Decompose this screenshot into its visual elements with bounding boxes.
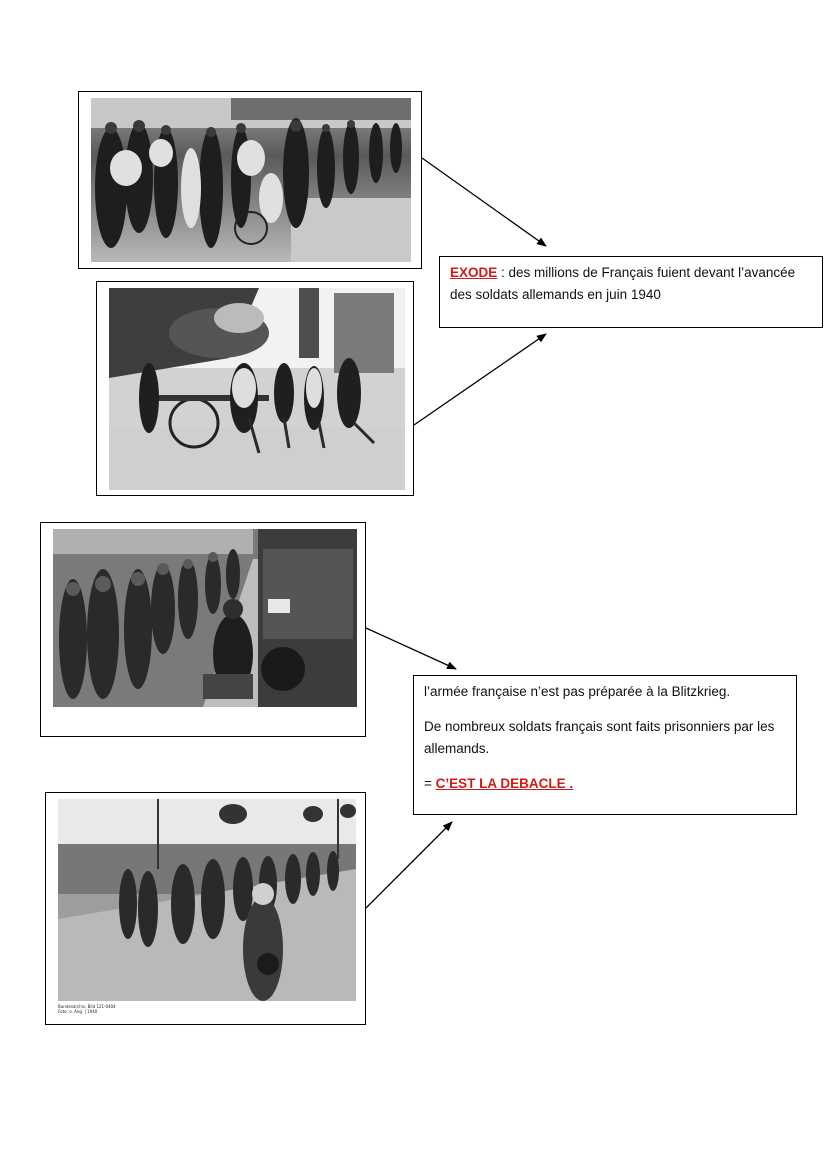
debacle-keyword: C’EST LA DEBACLE .: [435, 776, 574, 791]
debacle-conclusion: [424, 773, 786, 795]
photo-prisoners-truck: [53, 529, 357, 707]
photo-frame-prisoners-truck: [40, 522, 366, 737]
photo-credit-line-2: Foto: o. Ang. | 1940: [58, 1009, 98, 1014]
photo-prisoners-column: [58, 799, 356, 1001]
exode-keyword: EXODE: [450, 265, 498, 280]
debacle-equals-sign: =: [424, 776, 436, 791]
arrow-photo1-to-exode: [422, 158, 546, 246]
exode-definition: [450, 262, 812, 306]
photo-frame-refugees-crowd: [78, 91, 422, 269]
photo-credit-line-1: Bundesarchiv, Bild 121-0404: [58, 1004, 116, 1009]
debacle-text-box: [413, 675, 797, 815]
exode-text-box: [439, 256, 823, 328]
debacle-line-army: l’armée française n’est pas préparée à la Blitzkrieg.: [424, 684, 731, 699]
arrow-photo2-to-exode: [414, 334, 546, 425]
photo-refugees-crowd: [91, 98, 411, 262]
photo-frame-prisoners-column: [45, 792, 366, 1025]
debacle-line-prisoners: De nombreux soldats français sont faits prisonniers par les allemands.: [424, 719, 775, 756]
arrow-photo3-to-debacle: [366, 628, 456, 669]
exode-description: : des millions de Français fuient devant l’avancée des soldats allemands en juin 1940: [450, 265, 796, 302]
photo-refugees-cart: [109, 288, 405, 490]
photo-frame-refugees-cart: [96, 281, 414, 496]
arrow-photo4-to-debacle: [366, 822, 452, 908]
